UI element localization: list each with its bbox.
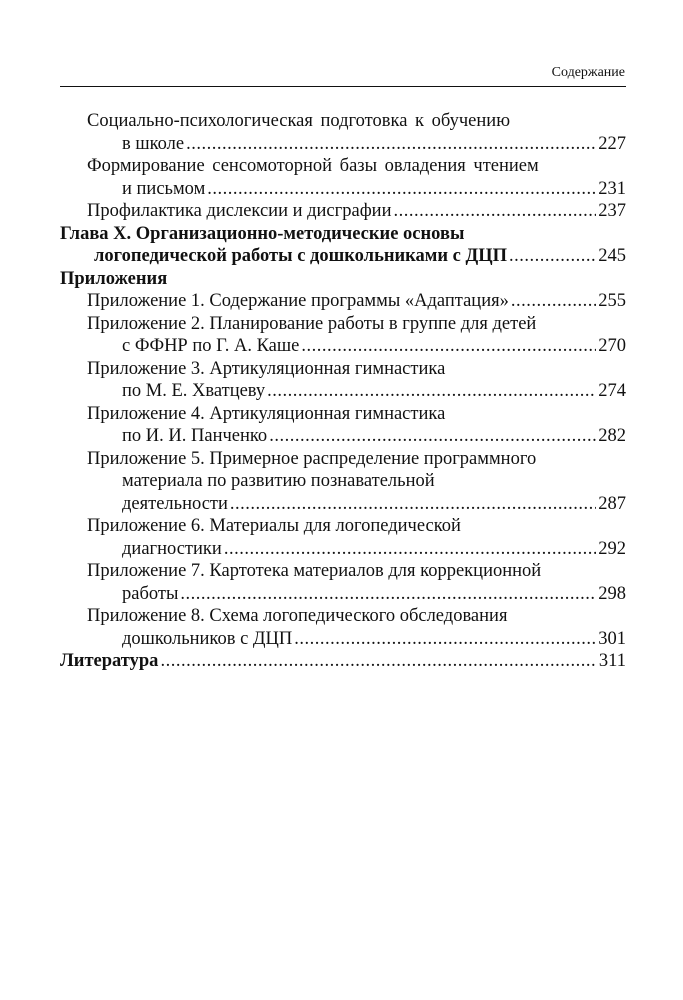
- toc-appendix-8-title: Приложение 8. Схема логопедического обследования: [87, 606, 508, 626]
- toc-appendix-4-continuation: по И. И. Панченко: [122, 426, 268, 446]
- toc-appendix-2: [60, 335, 626, 358]
- toc-appendix-7-continuation: работы: [122, 583, 179, 604]
- toc-appendix-3-page: 274: [598, 381, 626, 401]
- dot-leader: [511, 290, 596, 313]
- toc-appendix-6-continuation: диагностики: [122, 538, 222, 559]
- toc-appendix-5-continuation-2: деятельности: [122, 493, 228, 514]
- dot-leader: [180, 583, 596, 606]
- toc-appendix-5-continuation: материала по развитию познавательной: [122, 471, 435, 491]
- toc-appendix-6-title: Приложение 6. Материалы для логопедической: [87, 516, 461, 536]
- toc-appendix-6-page: 292: [598, 538, 626, 559]
- dot-leader: [160, 650, 596, 673]
- toc-appendix-5-title: Приложение 5. Примерное распределение программного: [87, 448, 537, 469]
- toc-appendix-8-page: 301: [598, 628, 626, 649]
- dot-leader: [224, 538, 596, 561]
- toc-entry-social-title: Социально-психологическая подготовка к обучению: [87, 111, 511, 131]
- toc-appendix-2-title: Приложение 2. Планирование работы в группе для детей: [87, 313, 537, 334]
- toc-entry-prevention-title: Профилактика дислексии и дисграфии: [87, 201, 392, 221]
- toc-chapter-10-continuation: логопедической работы с дошкольниками с ДЦП: [94, 246, 508, 266]
- dot-leader: [267, 380, 596, 403]
- dot-leader: [509, 245, 596, 268]
- dot-leader: [301, 335, 596, 358]
- toc-appendix-4-title: Приложение 4. Артикуляционная гимнастика: [87, 403, 446, 424]
- toc-appendix-8: [60, 628, 626, 651]
- toc-entry-social-page: 227: [598, 133, 626, 154]
- toc-entry-sensomotor-title: Формирование сенсомоторной базы овладения чтением: [87, 156, 539, 176]
- toc-entry-prevention-page: 237: [598, 201, 626, 221]
- toc-entry-prevention: [60, 200, 626, 223]
- toc-appendix-2-page: 270: [598, 336, 626, 356]
- toc-appendix-7-title: Приложение 7. Картотека материалов для коррекционной: [87, 561, 542, 581]
- toc-appendix-6: [60, 538, 626, 561]
- toc-appendix-8-continuation: дошкольников с ДЦП: [122, 628, 293, 649]
- toc-entry-sensomotor: [60, 178, 626, 201]
- toc-appendix-7: [60, 583, 626, 606]
- toc-appendix-3: [60, 380, 626, 403]
- header-rule: [60, 86, 626, 87]
- toc-appendix-3-title: Приложение 3. Артикуляционная гимнастика: [87, 358, 446, 379]
- toc-literature-title: Литература: [60, 651, 159, 671]
- toc-literature-page: 311: [598, 651, 626, 671]
- toc-chapter-10-page: 245: [598, 246, 626, 266]
- dot-leader: [269, 425, 596, 448]
- toc-chapter-10: [60, 245, 626, 268]
- toc-literature: [60, 650, 626, 673]
- running-head: Содержание: [551, 65, 625, 80]
- toc-chapter-10-title: Глава X. Организационно-методические основы: [60, 223, 465, 244]
- toc-appendix-3-continuation: по М. Е. Хватцеву: [122, 381, 266, 401]
- toc-appendix-7-page: 298: [598, 583, 626, 604]
- toc-appendix-2-continuation: с ФФНР по Г. А. Каше: [122, 336, 300, 356]
- dot-leader: [230, 493, 596, 516]
- toc-entry-social-continuation: в школе: [122, 133, 185, 154]
- toc-appendix-4-page: 282: [598, 426, 626, 446]
- toc-entry-sensomotor-page: 231: [598, 178, 626, 199]
- dot-leader: [186, 133, 596, 156]
- dot-leader: [207, 178, 596, 201]
- dot-leader: [393, 200, 596, 223]
- toc-appendices-heading: Приложения: [60, 268, 168, 289]
- toc-appendix-1-page: 255: [598, 291, 626, 311]
- toc-appendix-4: [60, 425, 626, 448]
- table-of-contents: [60, 110, 626, 673]
- dot-leader: [294, 628, 596, 651]
- toc-appendix-5: [60, 493, 626, 516]
- toc-appendix-5-page: 287: [598, 493, 626, 514]
- toc-entry-sensomotor-continuation: и письмом: [122, 178, 206, 199]
- toc-entry-social: [60, 133, 626, 156]
- toc-appendix-1: [60, 290, 626, 313]
- toc-appendix-1-title: Приложение 1. Содержание программы «Адаптация»: [87, 291, 509, 311]
